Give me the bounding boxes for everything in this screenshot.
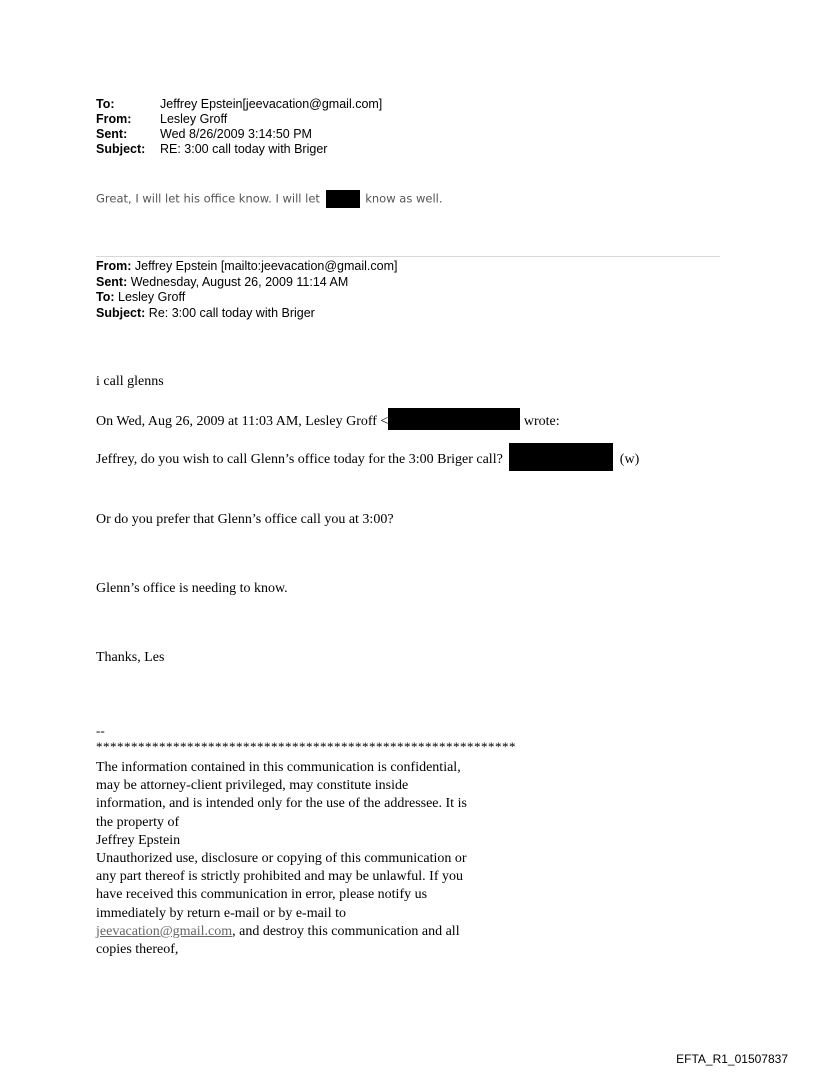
body-line-2-after: wrote: [520,414,560,429]
body-line-3 [96,443,639,471]
to-value: Jeffrey Epstein[jeevacation@gmail.com] [160,97,383,111]
quoted-from-value: Jeffrey Epstein [mailto:jeevacation@gmail.com] [134,259,398,273]
redaction-block [509,443,613,471]
body-line-4: Or do you prefer that Glenn’s office call you at 3:00? [96,512,394,527]
body-line-6: Thanks, Les [96,650,165,665]
header-from-row [96,112,382,127]
body-line-3-before: Jeffrey, do you wish to call Glenn’s office today for the 3:00 Briger call? [96,452,503,467]
quoted-sent-value: Wednesday, August 26, 2009 11:14 AM [130,274,349,289]
confidentiality-disclaimer [96,759,476,959]
reply-after: know as well. [365,191,443,206]
body-line-2 [96,408,560,430]
subject-value: RE: 3:00 call today with Briger [160,142,328,156]
quoted-header [96,259,397,321]
header-subject-row [96,142,382,157]
to-label: To: [96,97,115,111]
redaction-block [326,190,360,208]
sent-label: Sent: [96,127,128,141]
redaction-block [388,408,520,430]
header-to-row [96,97,382,112]
quoted-to-label: To: [96,290,115,304]
quoted-subject-label: Subject: [96,305,146,320]
quoted-sent-label: Sent: [96,274,128,289]
body-line-3-after: (w) [619,452,640,467]
from-label: From: [96,112,132,126]
divider [96,256,720,257]
body-line-5: Glenn’s office is needing to know. [96,581,288,596]
quoted-to-row [96,290,397,306]
quoted-from-row [96,259,397,275]
signature-stars: ************************************************************ [96,739,516,754]
from-value: Lesley Groff [160,112,228,126]
sent-value: Wed 8/26/2009 3:14:50 PM [160,127,312,141]
body-line-2-before: On Wed, Aug 26, 2009 at 11:03 AM, Lesley Groff < [96,414,389,429]
quoted-to-value: Lesley Groff [118,290,186,304]
subject-label: Subject: [96,142,146,156]
quoted-from-label: From: [96,259,132,273]
body-line-1: i call glenns [96,374,164,389]
email-link[interactable]: jeevacation@gmail.com [96,923,233,939]
header-sent-row [96,127,382,142]
document-id: EFTA_R1_01507837 [676,1052,788,1066]
email-header [96,97,382,157]
disclaimer-text-3: Unauthorized use, disclosure or copying of this communication or any part thereof is strictly prohibited and may be unlawful. If you have received this communication in error, please notify us immediately by return e-mail or by e-mail to [96,851,467,921]
disclaimer-text-1: The information contained in this communication is confidential, may be attorney-client privileged, may constitute inside information, and is intended only for the use of the addressee. It is the property of [96,760,467,830]
signature-dash: -- [96,723,105,738]
quoted-subject-value: Re: 3:00 call today with Briger [148,305,315,320]
disclaimer-text-2: Jeffrey Epstein [96,832,181,848]
quoted-sent-row [96,275,397,291]
disclaimer-text-4: , and destroy this communication and all copies thereof, [96,923,460,958]
reply-before: Great, I will let his office know. I will let [96,191,320,206]
quoted-subject-row [96,306,397,322]
reply-text [96,190,443,208]
